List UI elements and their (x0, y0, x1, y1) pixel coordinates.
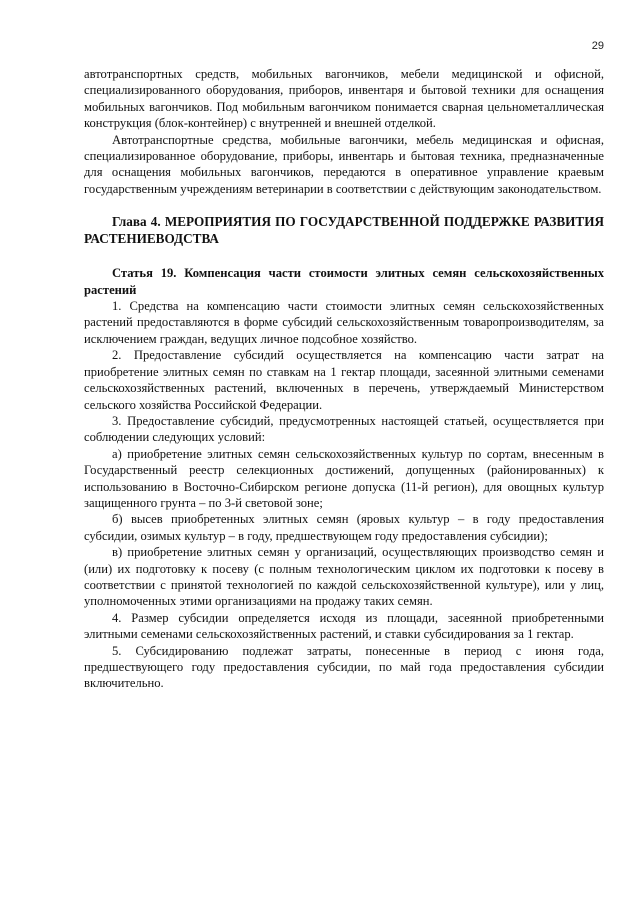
article-title: Статья 19. Компенсация части стоимости элитных семян сельскохозяйственных растений (84, 266, 604, 297)
article-paragraph-2: 2. Предоставление субсидий осуществляется на компенсацию части затрат на приобретение элитных семян по ставкам на 1 гектар площади, засеянной элитными семенами сельскохозяйственных растений, включенных в перечень, утверждаемый Министерством сельского хозяйства Российской Федерации. (84, 348, 604, 412)
article-condition-a: а) приобретение элитных семян сельскохозяйственных культур по сортам, внесенным в Государственный реестр селекционных достижений, допущенных (районированных) к использованию в Восточно-Сибирском регионе допуска (11-й регион), для овощных культур защищенного грунта – по 3-й световой зоне; (84, 446, 604, 510)
article-condition-b: б) высев приобретенных элитных семян (яровых культур – в году предоставления субсидии, озимых культур – в году, предшествующем году предоставления субсидии); (84, 512, 604, 543)
article-paragraph-5: 5. Субсидированию подлежат затраты, понесенные в период с июня года, предшествующего году предоставления субсидии, по май года предоставления субсидии включительно. (84, 643, 604, 691)
page-number: 29 (591, 40, 604, 52)
paragraph-continuation: автотранспортных средств, мобильных вагончиков, мебели медицинской и офисной, специализированного оборудования, приборов, инвентаря и бытовой техники для оснащения мобильных вагончиков. Под мобильным вагончиком понимается сварная цельнометаллическая конструкция (блок-контейнер) с внутренней и внешней отделкой. (84, 67, 604, 131)
paragraph-vehicles-transfer: Автотранспортные средства, мобильные вагончики, мебель медицинская и офисная, специализированное оборудование, приборы, инвентарь и бытовая техника, предназначенные для оснащения мобильных вагончиков, передаются в оперативное управление краевым государственным учреждениям ветеринарии в соответствии с действующим законодательством. (84, 132, 604, 196)
article-paragraph-1: 1. Средства на компенсацию части стоимости элитных семян сельскохозяйственных растений предоставляются в форме субсидий сельскохозяйственным товаропроизводителям, за исключением граждан, ведущих личное подсобное хозяйство. (84, 299, 604, 346)
article-condition-c: в) приобретение элитных семян у организаций, осуществляющих производство семян и (или) их подготовку к посеву (с полным технологическим циклом их подготовки к посеву в соответствии с принятой технологией по каждой сельскохозяйственной культуре), или у лиц, уполномоченных этими организациями на продажу таких семян. (84, 545, 604, 609)
article-paragraph-3: 3. Предоставление субсидий, предусмотренных настоящей статьей, осуществляется при соблюдении следующих условий: (84, 413, 604, 445)
chapter-title: Глава 4. МЕРОПРИЯТИЯ ПО ГОСУДАРСТВЕННОЙ ПОДДЕРЖКЕ РАЗВИТИЯ РАСТЕНИЕВОДСТВА (84, 214, 604, 247)
article-paragraph-4: 4. Размер субсидии определяется исходя из площади, засеянной приобретенными элитными семенами сельскохозяйственных растений, и ставки субсидирования за 1 гектар. (84, 610, 604, 642)
